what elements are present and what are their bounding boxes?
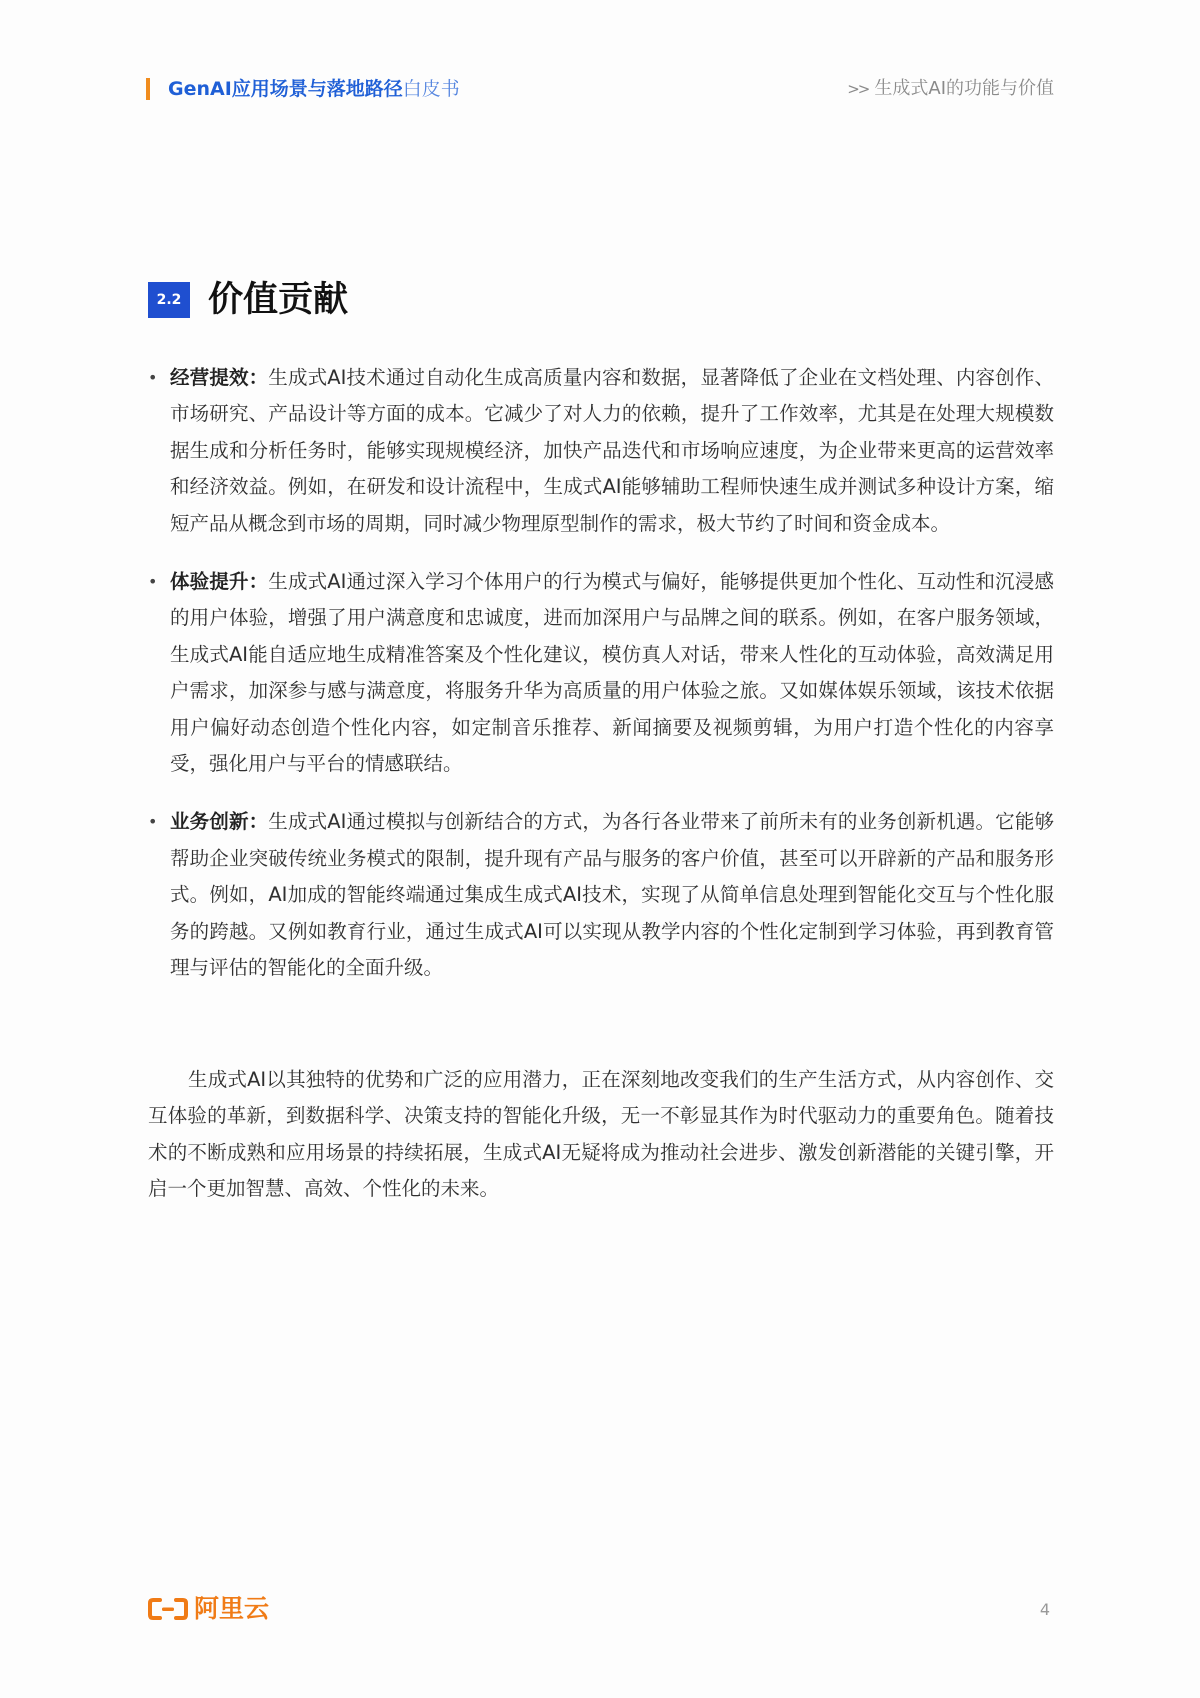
section-number-badge: 2.2 bbox=[148, 282, 190, 318]
bullet-dot-icon: • bbox=[148, 368, 158, 387]
bullet-dot-icon: • bbox=[148, 572, 158, 592]
bullet-dot-icon: • bbox=[148, 812, 158, 832]
section-title: 价值贡献 bbox=[208, 280, 349, 320]
list-item bbox=[148, 804, 1054, 986]
bullet-label: 业务创新： bbox=[170, 810, 269, 834]
aliyun-logo bbox=[148, 1594, 269, 1624]
document-title-sub: 白皮书 bbox=[402, 78, 460, 100]
value-bullet-list bbox=[148, 360, 1054, 987]
document-title-main: GenAI应用场景与落地路径 bbox=[168, 78, 403, 100]
list-item bbox=[148, 360, 1054, 542]
page-header bbox=[146, 76, 1054, 104]
aliyun-bracket-icon bbox=[148, 1597, 188, 1621]
bullet-label: 经营提效： bbox=[170, 366, 269, 389]
bullet-text: 生成式AI通过模拟与创新结合的方式，为各行各业带来了前所未有的业务创新机遇。它能够帮助企业突破传统业务模式的限制，提升现有产品与服务的客户价值，甚至可以开辟新的产品和服务形式。例如，AI加成的智能终端通过集成生成式AI技术，实现了从简单信息处理到智能化交互与个性化服务的跨越。又例如教育行业，通过生成式AI可以实现从教学内容的个性化定制到学习体验，再到教育管理与评估的智能化的全面升级。 bbox=[170, 810, 1054, 980]
bullet-label: 体验提升： bbox=[170, 570, 269, 594]
section-breadcrumb bbox=[847, 76, 1054, 102]
page-number: 4 bbox=[1039, 1600, 1050, 1619]
logo-text: 阿里云 bbox=[194, 1594, 270, 1623]
list-item bbox=[148, 564, 1054, 782]
breadcrumb-text: 生成式AI的功能与价值 bbox=[874, 78, 1054, 99]
document-title bbox=[168, 76, 460, 102]
bullet-text: 生成式AI技术通过自动化生成高质量内容和数据，显著降低了企业在文档处理、内容创作、市场研究、产品设计等方面的成本。它减少了对人力的依赖，提升了工作效率，尤其是在处理大规模数据生成和分析任务时，能够实现规模经济，加快产品迭代和市场响应速度，为企业带来更高的运营效率和经济效益。例如，在研发和设计流程中，生成式AI能够辅助工程师快速生成并测试多种设计方案，缩短产品从概念到市场的周期，同时减少物理原型制作的需求，极大节约了时间和资金成本。 bbox=[170, 366, 1054, 535]
header-accent-bar bbox=[146, 78, 150, 100]
conclusion-paragraph: 生成式AI以其独特的优势和广泛的应用潜力，正在深刻地改变我们的生产生活方式，从内容创作、交互体验的革新，到数据科学、决策支持的智能化升级，无一不彰显其作为时代驱动力的重要角色。随着技术的不断成熟和应用场景的持续拓展，生成式AI无疑将成为推动社会进步、激发创新潜能的关键引擎，开启一个更加智慧、高效、个性化的未来。 bbox=[148, 1068, 1054, 1201]
bullet-text: 生成式AI通过深入学习个体用户的行为模式与偏好，能够提供更加个性化、互动性和沉浸感的用户体验，增强了用户满意度和忠诚度，进而加深用户与品牌之间的联系。例如，在客户服务领域，生成式AI能自适应地生成精准答案及个性化建议，模仿真人对话，带来人性化的互动体验，高效满足用户需求，加深参与感与满意度，将服务升华为高质量的用户体验之旅。又如媒体娱乐领域，该技术依据用户偏好动态创造个性化内容，如定制音乐推荐、新闻摘要及视频剪辑，为用户打造个性化的内容享受，强化用户与平台的情感联结。 bbox=[170, 570, 1054, 776]
double-chevron-right-icon: >> bbox=[847, 80, 869, 98]
